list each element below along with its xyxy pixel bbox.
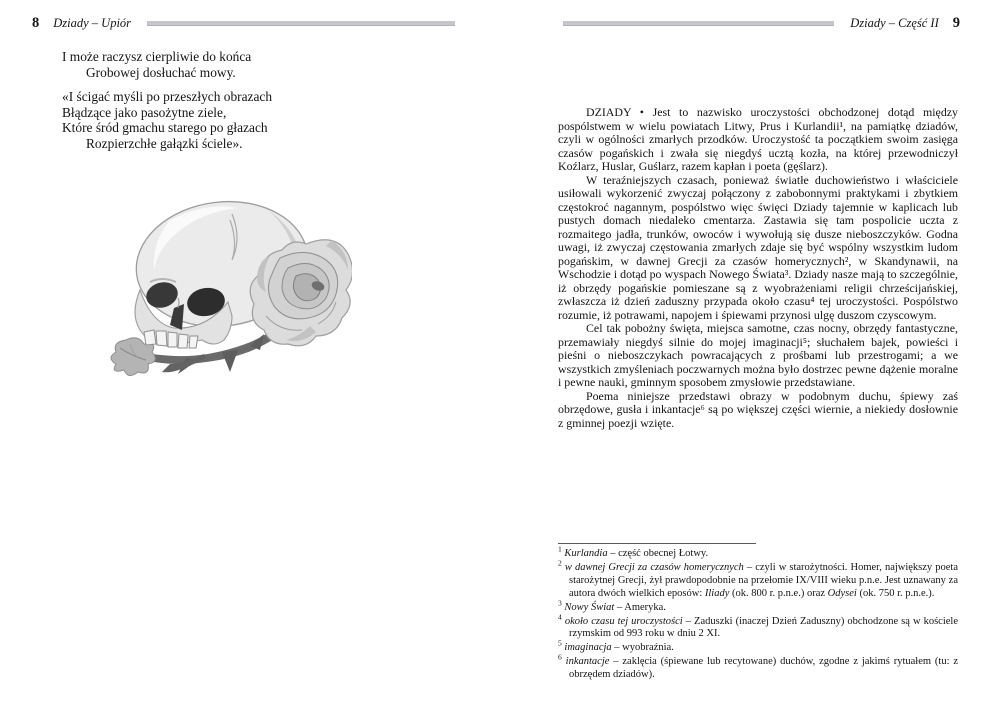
footnote: $^6$ inkantacje – zaklęcia (śpiewane lub recytowane) duchów, zgodne z jakimś rytuałem (tu: z obrzędem dziadów).: [558, 652, 959, 681]
right-page-number: 9: [952, 15, 960, 31]
poem: [62, 49, 442, 152]
footnote-marker: 2: [558, 558, 562, 568]
footnote-marker: 6: [558, 652, 562, 662]
poem-line: Które śród gmachu starego po głazach: [62, 120, 268, 136]
poem-stanza: [62, 49, 442, 80]
poem-line: Błądzące jako pasożytne ziele,: [62, 104, 227, 120]
main-text: [558, 106, 958, 430]
footnote-marker: 3: [558, 598, 562, 608]
footnote: $^2$ w dawnej Grecji za czasów homerycznych – czyli w starożytności. Homer, największy poeta starożytnej Grecji, żył prawdopodobnie na przełomie IX/VIII wieku p.n.e. Jest uznawany za autora dwóch wielkich eposów: Iliady (ok. 800 r. p.n.e.) oraz Odysei (ok. 750 r. p.n.e.).: [558, 558, 959, 599]
paragraph-pious-goal: Cel tak pobożny święta, miejsca samotne, czas nocny, obrzędy fantastyczne, przemawiały niegdyś silnie do mojej imaginacji⁵; słuchałem bajek, powieści i pieśni o nieboszczykach powracających z prośbami lub przestrogami; a we wszystkich zmyśleniach poczwarnych można było dostrzec pewne dążenie moralne i pewne nauki, gminnym sposobem zmysłowie przedstawiane.: [558, 321, 958, 389]
left-page-number: 8: [32, 15, 40, 31]
poem-line: Rozpierzchłe gałązki ściele».: [86, 135, 243, 151]
skull-rose-illustration: [110, 198, 352, 398]
page-right: [500, 0, 1000, 712]
left-header-rule: [147, 21, 455, 26]
footnotes-list: [558, 544, 959, 682]
footnotes-block: [558, 543, 958, 683]
footnote-separator-rule: [558, 543, 756, 544]
footnote-marker: 4: [558, 612, 562, 622]
footnote: $^1$ Kurlandia – część obecnej Łotwy.: [558, 544, 709, 559]
poem-line: «I ścigać myśli po przeszłych obrazach: [62, 89, 273, 105]
footnote-marker: 5: [558, 638, 562, 648]
footnote: $^3$ Nowy Świat – Ameryka.: [558, 598, 666, 613]
paragraph-dziady-definition: DZIADY • Jest to nazwisko uroczystości obchodzonej dotąd między pospólstwem w wielu powiatach Litwy, Prus i Kurlandii¹, na pamiątkę dziadów, czyli w ogólności zmarłych przodków. Uroczystość ta początkiem swoim zasięga czasów pogańskich i zwała się niegdyś ucztą kozła, na której przewodniczył Koźlarz, Huslar, Guślarz, razem kapłan i poeta (gęślarz).: [558, 105, 958, 173]
poem-line: I może raczysz cierpliwie do końca: [62, 49, 252, 64]
right-running-header: [563, 16, 960, 30]
right-header-rule: [563, 21, 834, 26]
paragraph-modern-times: W teraźniejszych czasach, ponieważ światłe duchowieństwo i właściciele usiłowali wykorzenić zwyczaj połączony z zabobonnymi praktykami i zbytkiem częstokroć nagannym, pospólstwo więc święci Dziady tajemnie w kaplicach lub pustych domach niedaleko cmentarza. Zastawia się tam pospolicie uczta z rozmaitego jadła, trunków, owoców i wywołują się dusze nieboszczyków. Godna uwagi, iż zwyczaj częstowania zmarłych zdaje się być wspólny wszystkim ludom pogańskim, w dawnej Grecji za czasów homerycznych², w Skandynawii, na Wschodzie i dotąd po wyspach Nowego Świata³. Dziady nasze mają to szczególnie, iż obrzędy pogańskie pomieszane są z wyobrażeniami religii chrześcijańskiej, zwłaszcza iż dzień zaduszny przypada około czasu⁴ tej uroczystości. Pospólstwo rozumie, iż potrawami, napojem i śpiewami przynosi ulgę duszom czyscowym.: [558, 172, 958, 322]
left-running-header: [32, 16, 455, 30]
footnote: $^5$ imaginacja – wyobraźnia.: [558, 638, 674, 654]
left-header-title: Dziady – Upiór: [53, 16, 132, 30]
paragraph-poema: Poema niniejsze przedstawi obrazy w podobnym duchu, śpiewy zaś obrzędowe, gusła i inkantacje⁶ są po większej części wiernie, a niekiedy dosłownie z gminnej poezji wzięte.: [558, 388, 958, 430]
footnote: $^4$ około czasu tej uroczystości – Zaduszki (inaczej Dzień Zaduszny) obchodzone są w kościele rzymskim od 993 roku w dniu 2 XI.: [558, 612, 959, 640]
poem-line: Grobowej dosłuchać mowy.: [86, 64, 236, 80]
right-header-title: Dziady – Część II: [850, 16, 939, 30]
footnote-marker: 1: [558, 544, 562, 554]
poem-stanza: [62, 89, 442, 151]
